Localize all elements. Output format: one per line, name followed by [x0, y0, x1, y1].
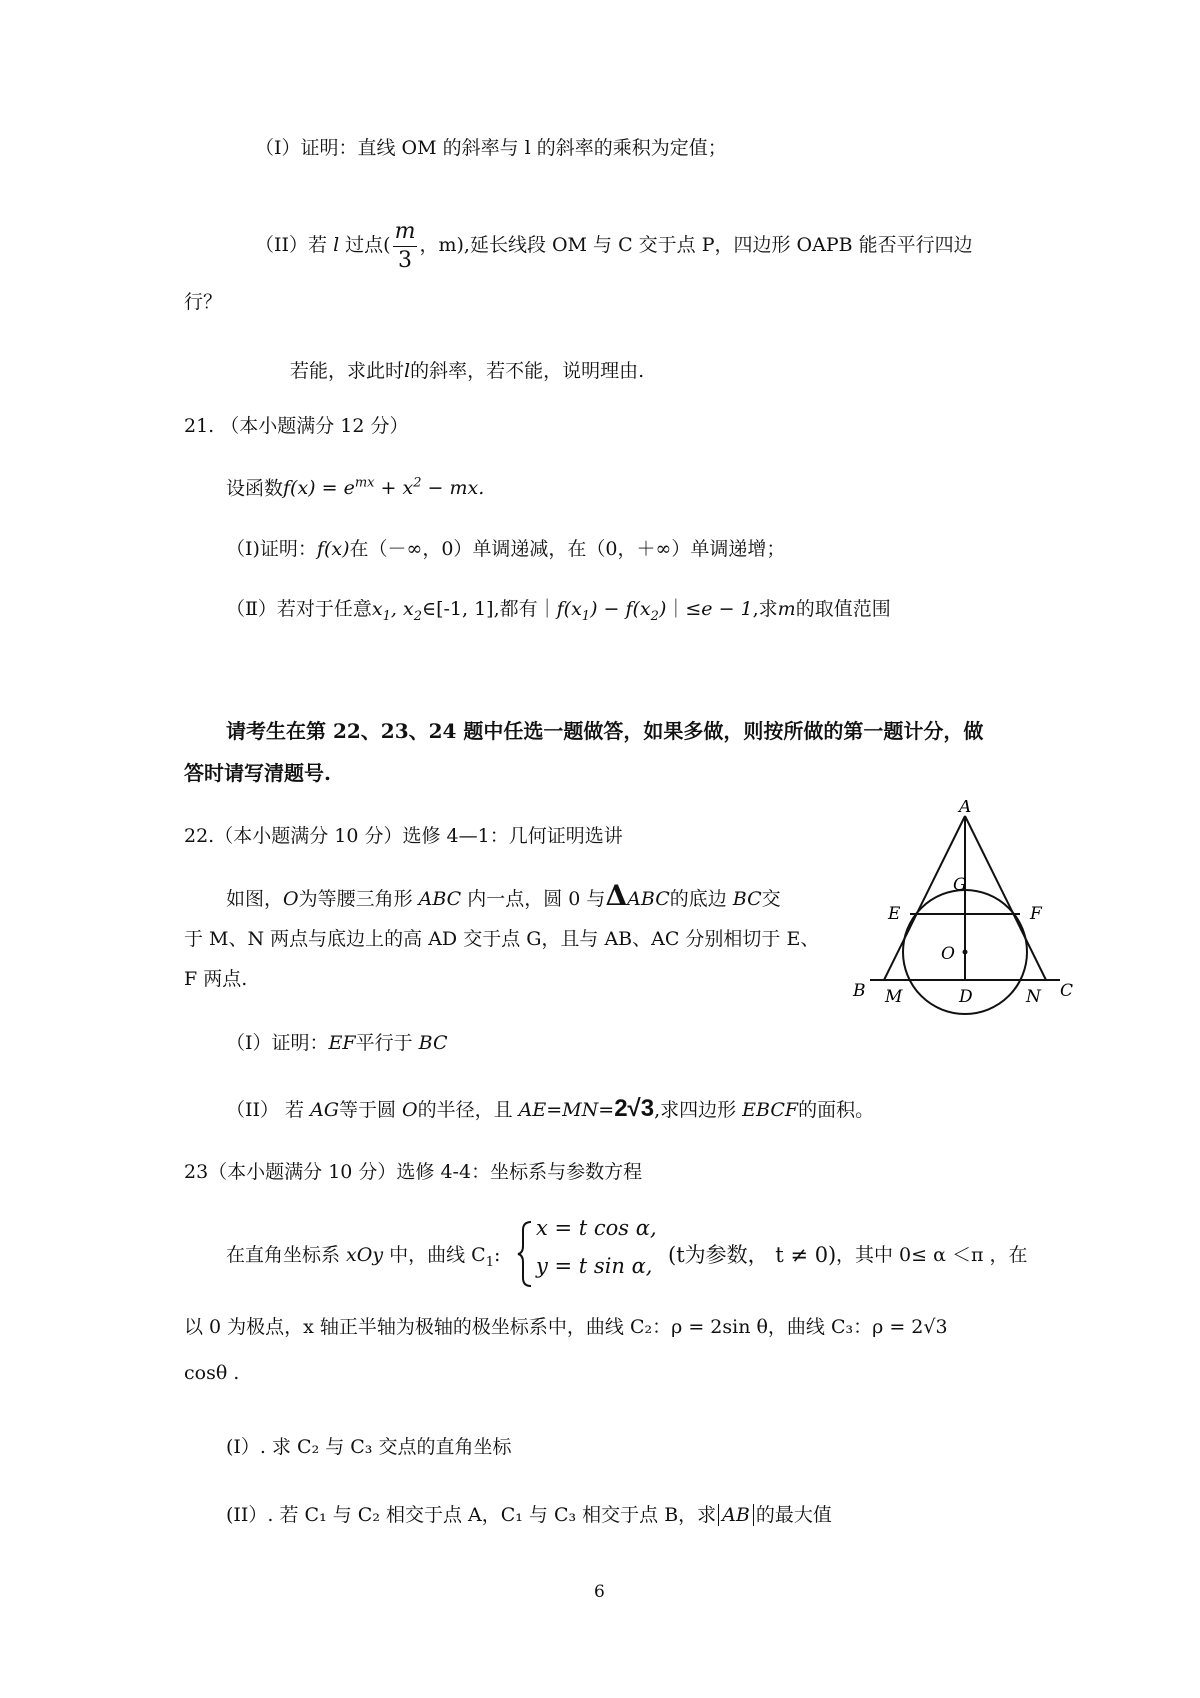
- q23-header: 23（本小题满分 10 分）选修 4-4：坐标系与参数方程: [184, 1161, 643, 1183]
- label-B: B: [853, 981, 866, 1001]
- label-F: F: [1030, 904, 1042, 924]
- q22-part1: （I）证明：EF平行于 BC: [226, 1032, 448, 1054]
- label-O: O: [941, 944, 955, 964]
- q21-part2: （Ⅱ）若对于任意$x_1$, $x_2\in[-1$, 1],都有$|f(x_1)$ − $f(x_2)|\le e - 1$,求m的取值范围: [226, 598, 891, 624]
- q23-line2: 以 0 为极点，x 轴正半轴为极轴的极坐标系中，曲线 C₂：ρ = 2sin θ，曲线 C₃：ρ = 2√3: [184, 1316, 948, 1338]
- q23-param: (t为参数， t ≠ 0): [668, 1243, 837, 1267]
- q20-part2-wrap: 行？: [184, 291, 223, 313]
- label-E: E: [888, 904, 901, 924]
- label-C: C: [1060, 981, 1074, 1001]
- q23-part1: (I）. 求 C₂ 与 C₃ 交点的直角坐标: [226, 1436, 512, 1458]
- label-N: N: [1026, 987, 1041, 1007]
- q21-part1: （Ⅰ)证明：f(x)在（－∞，0）单调递减，在（0，＋∞）单调递增；: [226, 538, 786, 560]
- page-number: 6: [594, 1582, 605, 1602]
- q22-part2: （II） 若 AG等于圆 O的半径，且 AE=MN=2√3,求四边形 EBCF的面积。: [226, 1095, 875, 1122]
- equation-brace: [517, 1220, 535, 1288]
- q22-body-line3: F 两点.: [184, 968, 248, 990]
- geometry-figure: [840, 800, 1100, 1035]
- q23-body-suffix: ，其中 0≤ α ＜π ，在: [836, 1244, 1028, 1266]
- q22-header: 22.（本小题满分 10 分）选修 4—1：几何证明选讲: [184, 825, 623, 847]
- q21-header: 21. （本小题满分 12 分）: [184, 415, 409, 437]
- q23-body-prefix: 在直角坐标系 xOy 中，曲线 $C_1$:: [226, 1244, 501, 1270]
- label-G: G: [953, 875, 967, 895]
- equation-x: x = t cos α,: [536, 1216, 657, 1240]
- fraction-m-over-3: $\frac{m}{3}$: [394, 218, 416, 273]
- label-M: M: [885, 987, 903, 1007]
- instruction-line2: 答时请写清题号.: [184, 761, 331, 785]
- q22-body-line2: 于 M、N 两点与底边上的高 AD 交于点 G，且与 AB、AC 分别相切于 E、: [184, 928, 820, 950]
- label-A: A: [959, 800, 972, 817]
- instruction-line1: 请考生在第 22、23、24 题中任选一题做答，如果多做，则按所做的第一题计分，做: [226, 719, 984, 743]
- q20-part2-followup: 若能，求此时l的斜率，若不能，说明理由.: [290, 360, 645, 382]
- q21-function: 设函数$f(x) = e^{mx} + x^2$ − mx.: [226, 476, 485, 500]
- q23-line3: cosθ .: [184, 1362, 240, 1384]
- label-D: D: [959, 987, 973, 1007]
- q22-body-line1: 如图，O为等腰三角形 ABC 内一点，圆 0 与ΔABC的底边 BC交: [226, 879, 781, 912]
- q23-part2: (II）. 若 C₁ 与 C₂ 相交于点 A，C₁ 与 C₃ 相交于点 B，求 AB 的最大值: [226, 1504, 832, 1526]
- q20-part1: （I）证明：直线 OM 的斜率与 l 的斜率的乘积为定值；: [255, 137, 727, 159]
- q20-part2: （II）若 l 过点( $\frac{m}{3}$ ，m),延长线段 OM 与 C 交于点 P，四边形 OAPB 能否平行四边: [255, 218, 973, 273]
- equation-y: y = t sin α,: [536, 1254, 653, 1278]
